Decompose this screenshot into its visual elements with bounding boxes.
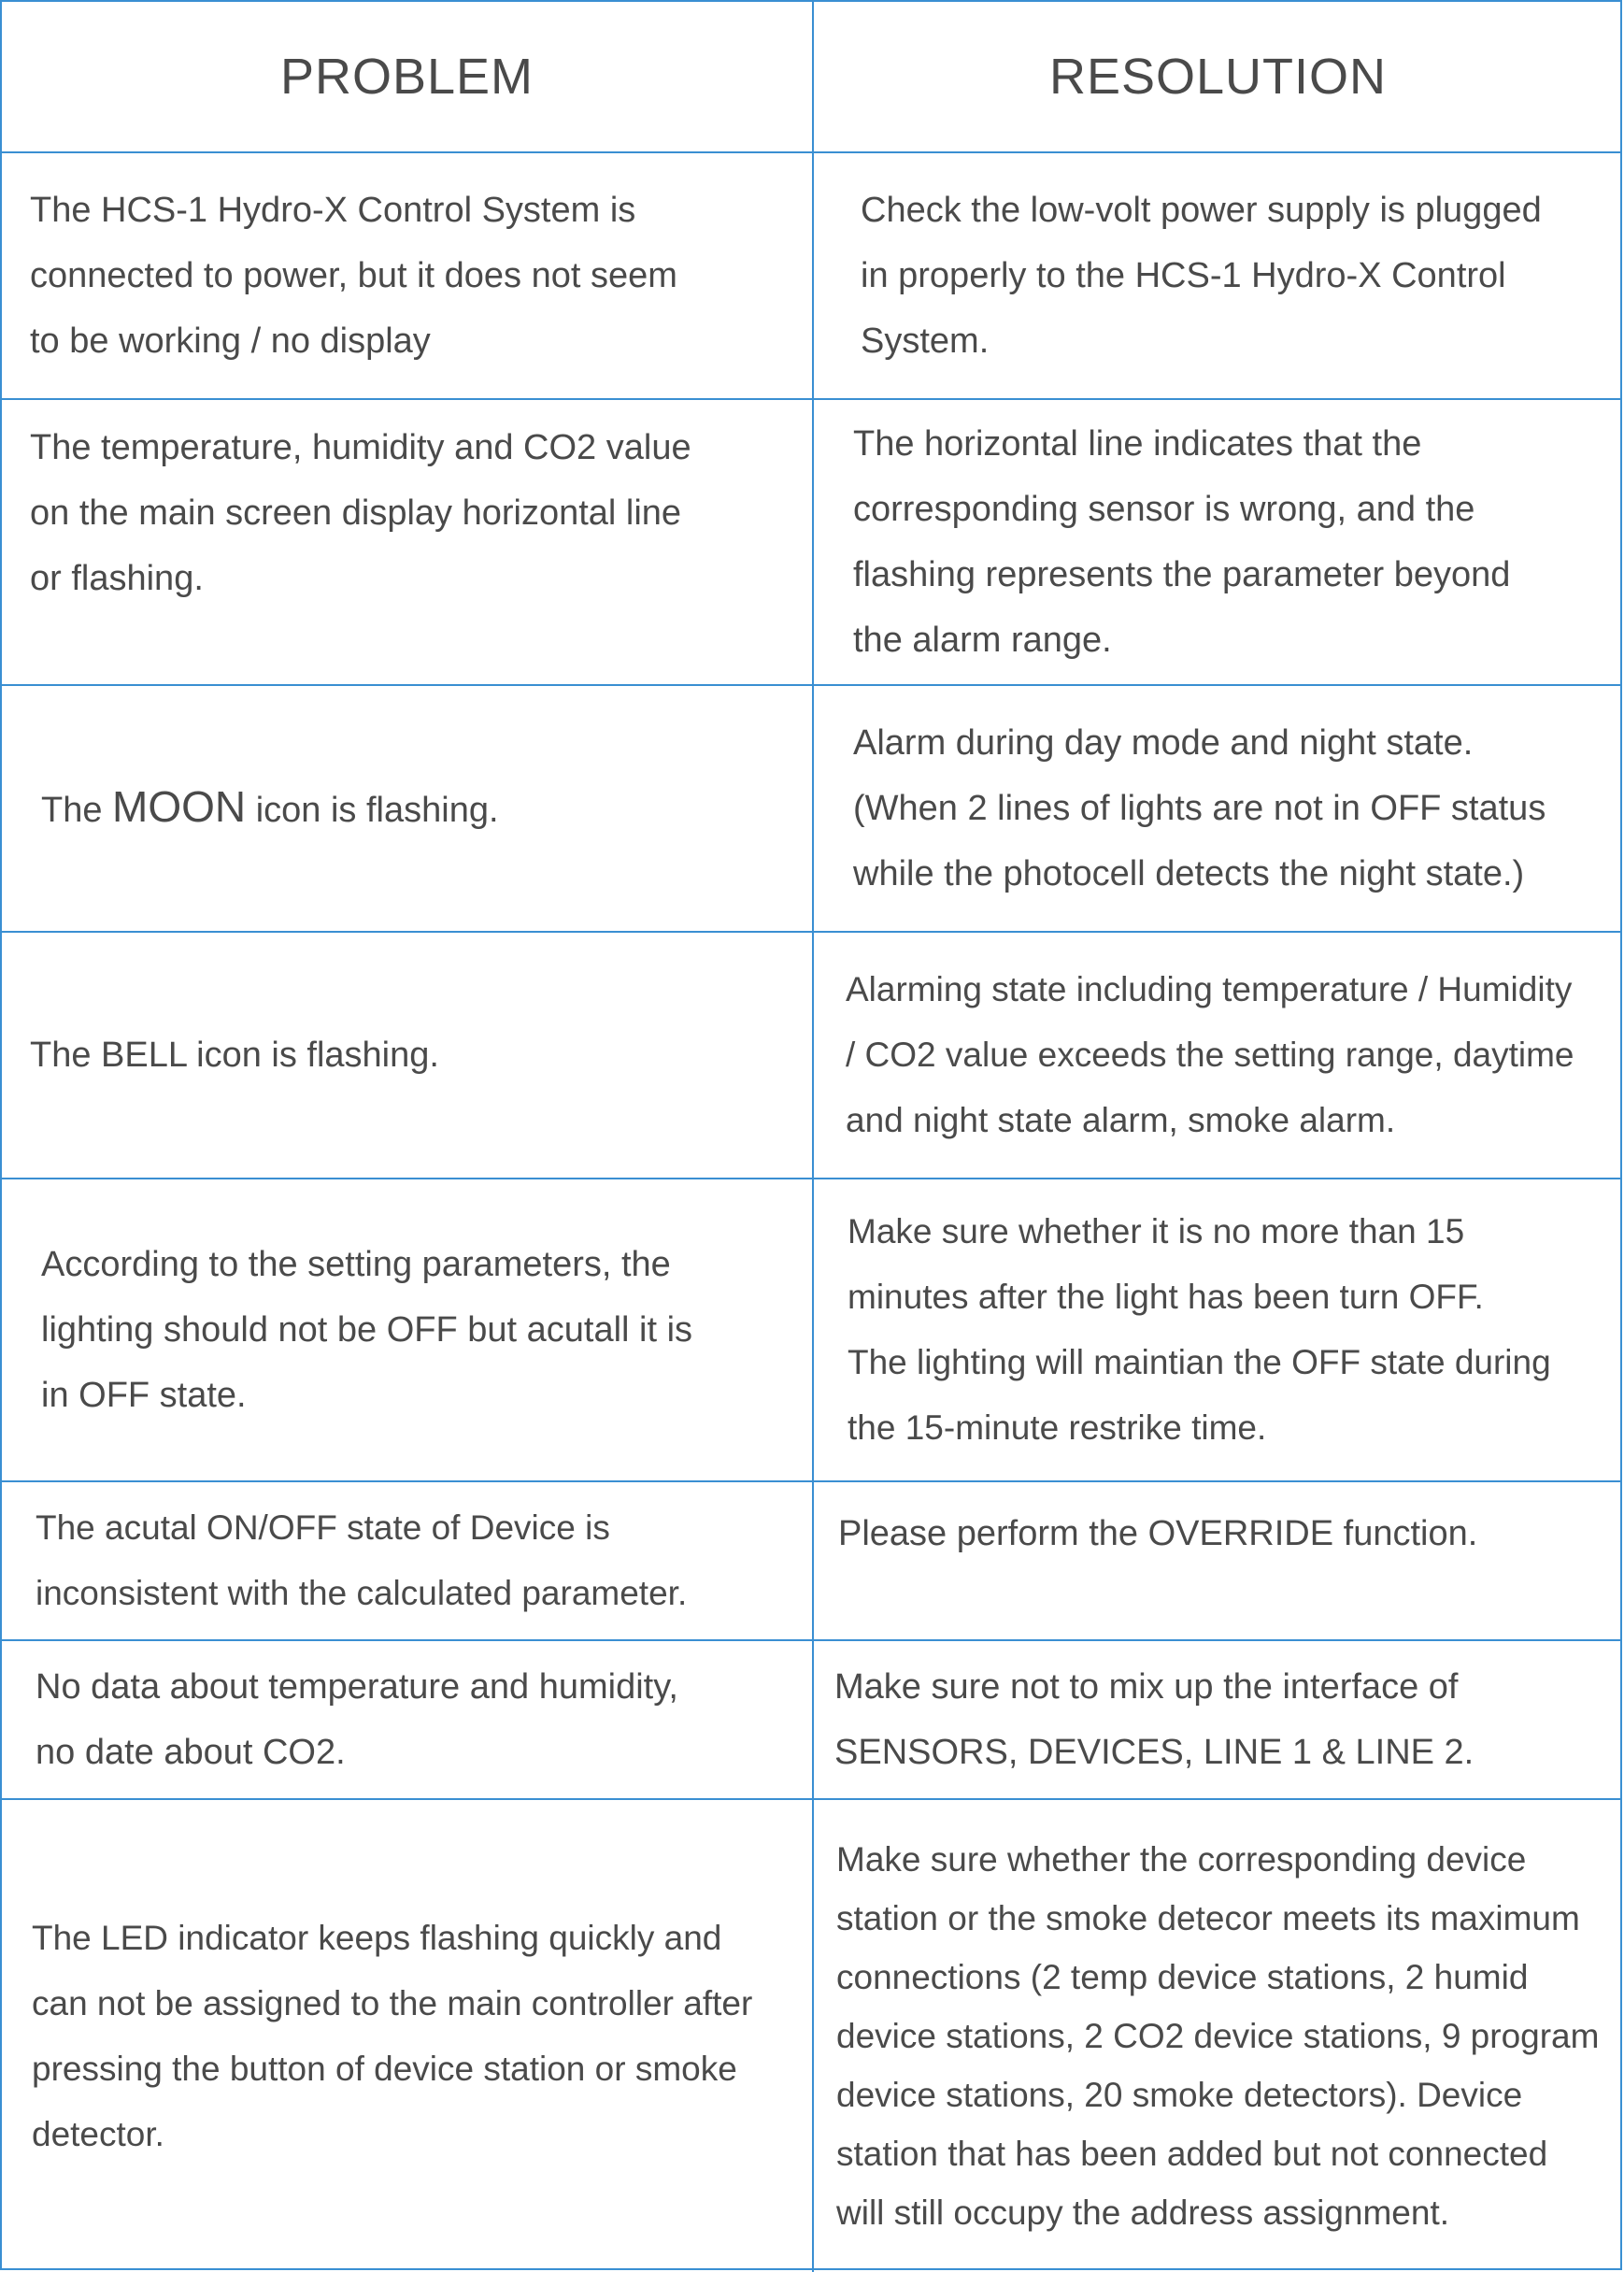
header-resolution-cell bbox=[814, 2, 1622, 151]
problem-text: The LED indicator keeps flashing quickly and can not be assigned to the main controller after pressing the button of device station or smoke detector. bbox=[32, 1918, 753, 2153]
resolution-text: Make sure whether the corresponding device station or the smoke detecor meets its maximum connections (2 temp device stations, 2 humid device stations, 2 CO2 device stations, 9 program device stations, 20 smoke detectors). Device station that has been added but not connected will still occupy the address assignment. bbox=[836, 1840, 1600, 2232]
problem-cell bbox=[2, 1179, 812, 1480]
header-problem: PROBLEM bbox=[279, 49, 534, 105]
resolution-text: Check the low-volt power supply is plugged in properly to the HCS-1 Hydro-X Control System. bbox=[861, 191, 1542, 361]
problem-text: The HCS-1 Hydro-X Control System is connected to power, but it does not seem to be working / no display bbox=[30, 191, 677, 361]
moon-emphasis: MOON bbox=[112, 782, 247, 831]
table-row bbox=[2, 933, 1620, 1179]
table-row bbox=[2, 153, 1620, 400]
problem-text: According to the setting parameters, the lighting should not be OFF but acutall it is in OFF state. bbox=[41, 1245, 693, 1415]
resolution-cell bbox=[814, 686, 1622, 931]
problem-prefix: The bbox=[41, 791, 113, 830]
header-problem-cell bbox=[2, 2, 812, 151]
problem-cell bbox=[2, 686, 812, 931]
problem-cell bbox=[2, 933, 812, 1178]
header-resolution: RESOLUTION bbox=[1048, 49, 1388, 105]
problem-cell bbox=[2, 1641, 812, 1798]
table-row bbox=[2, 1641, 1620, 1800]
resolution-text: The horizontal line indicates that the corresponding sensor is wrong, and the flashing represents the parameter beyond the alarm range. bbox=[853, 424, 1511, 660]
resolution-cell bbox=[814, 153, 1622, 398]
problem-cell bbox=[2, 1800, 812, 2272]
resolution-cell bbox=[814, 933, 1622, 1178]
table-header-row bbox=[2, 2, 1620, 153]
problem-cell bbox=[2, 400, 812, 684]
resolution-cell bbox=[814, 1482, 1622, 1639]
problem-text: No data about temperature and humidity, no date about CO2. bbox=[36, 1667, 678, 1772]
table-row bbox=[2, 1482, 1620, 1641]
resolution-text: Please perform the OVERRIDE function. bbox=[838, 1514, 1478, 1553]
problem-text: The BELL icon is flashing. bbox=[30, 1036, 439, 1075]
table-row bbox=[2, 686, 1620, 933]
problem-suffix: icon is flashing. bbox=[246, 791, 499, 830]
table-row bbox=[2, 1800, 1620, 2272]
resolution-cell bbox=[814, 400, 1622, 684]
problem-cell bbox=[2, 1482, 812, 1639]
resolution-cell bbox=[814, 1800, 1622, 2272]
problem-text bbox=[41, 774, 499, 843]
resolution-text: Make sure whether it is no more than 15 minutes after the light has been turn OFF. The lighting will maintian the OFF state during the 15-minute restrike time. bbox=[848, 1212, 1551, 1447]
resolution-cell bbox=[814, 1641, 1622, 1798]
table-row bbox=[2, 400, 1620, 686]
table-row bbox=[2, 1179, 1620, 1482]
problem-text: The acutal ON/OFF state of Device is inconsistent with the calculated parameter. bbox=[36, 1508, 688, 1612]
resolution-text: Alarming state including temperature / Humidity / CO2 value exceeds the setting range, daytime and night state alarm, smoke alarm. bbox=[846, 970, 1574, 1139]
resolution-text: Alarm during day mode and night state. (When 2 lines of lights are not in OFF status while the photocell detects the night state.) bbox=[853, 723, 1546, 893]
resolution-cell bbox=[814, 1179, 1622, 1480]
resolution-text: Make sure not to mix up the interface of SENSORS, DEVICES, LINE 1 & LINE 2. bbox=[834, 1667, 1474, 1772]
problem-text: The temperature, humidity and CO2 value on the main screen display horizontal line or flashing. bbox=[30, 428, 691, 598]
problem-cell bbox=[2, 153, 812, 398]
